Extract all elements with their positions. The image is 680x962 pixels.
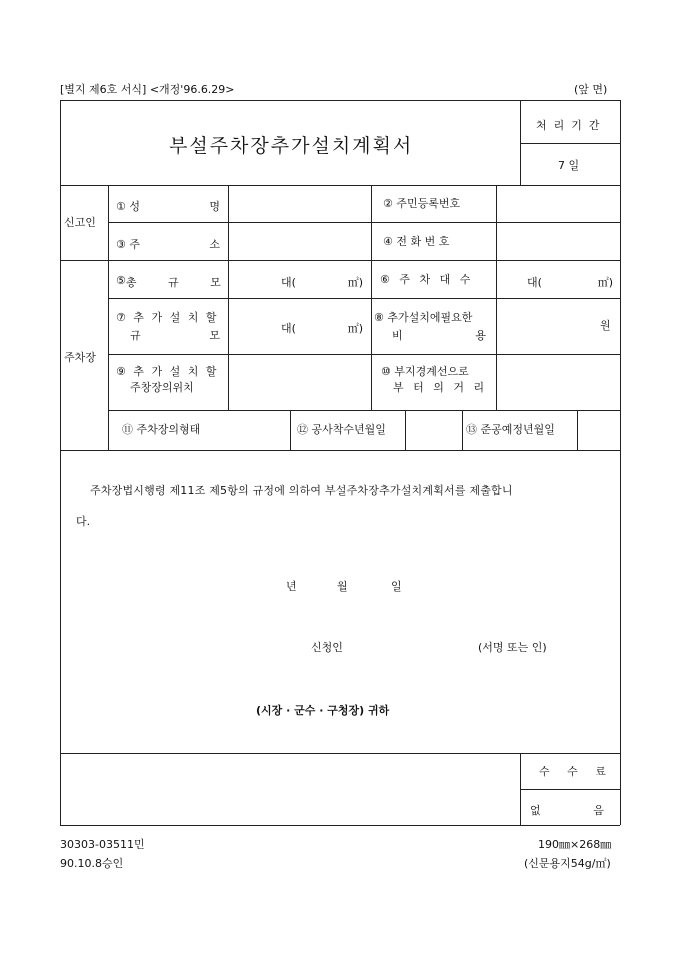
cost-label-line2 [392,327,486,343]
address-label [116,236,220,252]
construction-start-field[interactable] [406,411,461,449]
cost-char-b: 용 [475,329,486,342]
address-char-a: 주 [129,238,141,251]
signature-label: (서명 또는 인) [478,641,547,654]
parking-count-units-suffix: ㎡) [597,276,613,289]
processing-period-label [536,117,607,133]
date-day-label: 일 [391,580,402,593]
parking-type-label: ⑪ 주차장의형태 [122,423,201,436]
parking-count-value[interactable] [527,274,613,290]
boundary-field[interactable] [497,355,619,409]
paper-spec: (신문용지54g/㎡) [524,857,611,870]
applicant-section-label: 신고인 [64,216,96,229]
total-scale-number: ⑤ [116,274,126,287]
construction-start-label: ⑫ 공사착수년월일 [297,423,386,436]
completion-date-field[interactable] [578,411,619,449]
additional-scale-units-prefix: 대( [281,322,296,335]
additional-scale-units-suffix: ㎡) [347,322,363,335]
name-char-b: 명 [209,200,220,213]
approval-date: 90.10.8승인 [60,857,124,870]
location-label-line2: 주창장의위치 [130,381,194,394]
address-field[interactable] [229,223,370,259]
additional-scale-char-b: 모 [209,329,220,342]
total-scale-units-suffix: ㎡) [347,276,363,289]
name-label [116,198,220,214]
date-year-label: 년 [286,580,297,593]
total-scale-label [116,274,235,290]
rrn-field[interactable] [497,186,619,221]
rrn-label: ② 주민등록번호 [383,197,461,210]
additional-scale-char-a: 규 [130,329,141,342]
phone-label: ④ 전 화 번 호 [383,235,450,248]
applicant-signer-label: 신청인 [311,641,343,654]
form-code: 30303-03511민 [60,838,145,851]
processing-period-value: 7 일 [558,159,580,172]
address-char-b: 소 [209,238,220,251]
parking-type-field[interactable] [229,411,289,449]
total-scale-text: 총 규 모 [125,276,235,289]
addressee: (시장 · 군수 · 구청장) 귀하 [256,704,390,717]
phone-field[interactable] [497,223,619,259]
completion-date-label: ⑬ 준공예정년월일 [466,423,555,436]
fee-value [530,802,604,818]
total-scale-units-prefix: 대( [281,276,296,289]
name-field[interactable] [229,186,370,221]
name-number: ① [116,200,126,213]
cost-label-line1: ⑧ 추가설치에필요한 [374,311,473,324]
page-side-label: (앞 면) [574,83,608,96]
boundary-label-line2: 부 터 의 거 리 [393,381,488,394]
name-char-a: 성 [129,200,141,213]
statement-line1: 주차장법시행령 제11조 제5항의 규정에 의하여 부설주차장추가설치계획서를 제출합니 [90,484,513,497]
parking-count-label: ⑥ 주 차 대 수 [380,273,474,286]
cost-currency: 원 [600,319,611,332]
boundary-label-line1: ⑩ 부지경계선으로 [381,365,469,378]
parking-count-units-prefix: 대( [527,276,542,289]
fee-value-char-b: 음 [593,804,604,817]
additional-scale-label-line1: ⑦ 추 가 설 치 할 [116,311,219,324]
location-label-line1: ⑨ 추 가 설 치 할 [116,365,219,378]
fee-label: 수 수 료 [539,765,613,778]
additional-scale-label-line2 [130,327,220,343]
parking-section-label: 주차장 [64,351,96,364]
total-scale-value[interactable] [281,274,363,290]
fee-value-char-a: 없 [530,804,541,817]
form-reference: [별지 제6호 서식] <개정'96.6.29> [60,83,235,96]
statement-line2: 다. [76,515,91,528]
processing-period-text: 처리기간 [536,119,607,132]
date-month-label: 월 [337,580,348,593]
paper-size: 190㎜×268㎜ [538,838,612,851]
cost-char-a: 비 [392,329,403,342]
additional-scale-value[interactable] [281,320,363,336]
form-title: 부설주차장추가설치계획서 [169,135,414,157]
address-number: ③ [116,238,126,251]
location-field[interactable] [229,355,370,409]
